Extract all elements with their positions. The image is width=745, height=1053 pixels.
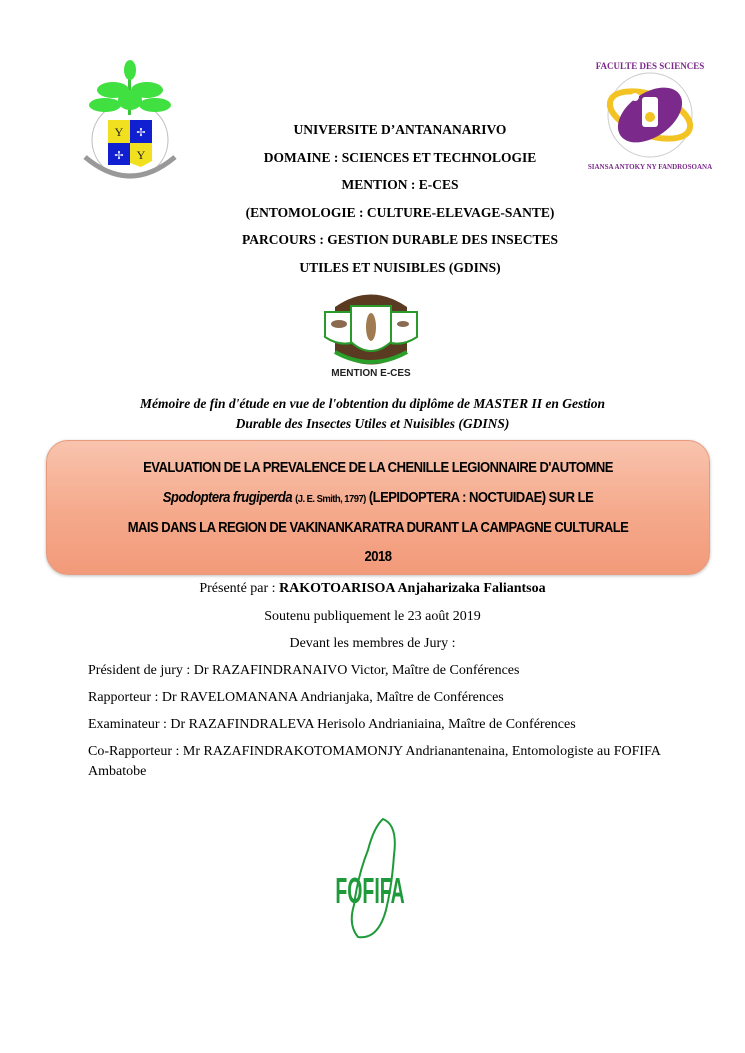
svg-text:FACULTE DES SCIENCES: FACULTE DES SCIENCES	[595, 61, 705, 71]
specialty-line: (ENTOMOLOGIE : CULTURE-ELEVAGE-SANTE)	[245, 205, 555, 220]
memoire-description-line-1: Mémoire de fin d'étude en vue de l'obtention du diplôme de MASTER II en Gestion	[139, 396, 605, 411]
memoire-description-line-2: Durable des Insectes Utiles et Nuisibles (GDINS)	[235, 416, 510, 431]
parcours-line-2: UTILES ET NUISIBLES (GDINS)	[299, 260, 501, 275]
mention-line: MENTION : E-CES	[341, 177, 459, 192]
university-name: UNIVERSITE D’ANTANANARIVO	[293, 122, 507, 137]
parcours-line: PARCOURS : GESTION DURABLE DES INSECTES	[242, 232, 558, 247]
svg-text:✢: ✢	[136, 127, 146, 139]
species-name: Spodoptera frugiperda	[162, 490, 293, 506]
jury-examinateur: Examinateur : Dr RAZAFINDRALEVA Herisolo Andrianiaina, Maître de Conférences	[88, 717, 576, 732]
thesis-title-box	[46, 440, 710, 575]
university-seal-logo	[75, 45, 185, 195]
mention-eces-logo	[315, 282, 427, 378]
svg-text:✢: ✢	[114, 150, 124, 162]
svg-text:FOFIFA: FOFIFA	[335, 872, 405, 912]
fofifa-logo	[328, 815, 418, 945]
presented-by-label: Présenté par :	[199, 581, 280, 596]
svg-text:Y: Y	[114, 125, 124, 139]
title-line-4: 2018	[364, 549, 392, 565]
title-line-1: EVALUATION DE LA PREVALENCE DE LA CHENILLE LEGIONNAIRE D'AUTOMNE	[143, 460, 613, 476]
jury-intro: Devant les membres de Jury :	[289, 636, 456, 651]
jury-rapporteur: Rapporteur : Dr RAVELOMANANA Andrianjaka, Maître de Conférences	[88, 690, 504, 705]
svg-text:Y: Y	[136, 148, 146, 162]
species-authority: (J. E. Smith, 1797)	[295, 493, 366, 505]
author-name: RAKOTOARISOA Anjaharizaka Faliantsoa	[279, 581, 546, 596]
domain-line: DOMAINE : SCIENCES ET TECHNOLOGIE	[263, 150, 537, 165]
svg-text:MENTION E-CES: MENTION E-CES	[331, 368, 411, 378]
jury-co-rapporteur: Co-Rapporteur : Mr RAZAFINDRAKOTOMAMONJY Andrianantenaina, Entomologiste au FOFIFA Ambatobe	[88, 744, 661, 779]
jury-president: Président de jury : Dr RAZAFINDRANAIVO Victor, Maître de Conférences	[88, 663, 520, 678]
defense-date: Soutenu publiquement le 23 août 2019	[264, 609, 481, 624]
title-line-3: MAIS DANS LA REGION DE VAKINANKARATRA DURANT LA CAMPAGNE CULTURALE	[127, 520, 629, 536]
title-line-2	[80, 489, 676, 508]
svg-text:SIANSA ANTOKY NY FANDROSOANA: SIANSA ANTOKY NY FANDROSOANA	[587, 163, 713, 171]
presented-by	[0, 580, 745, 597]
title-line-2-rest: (LEPIDOPTERA : NOCTUIDAE) SUR LE	[368, 490, 594, 506]
